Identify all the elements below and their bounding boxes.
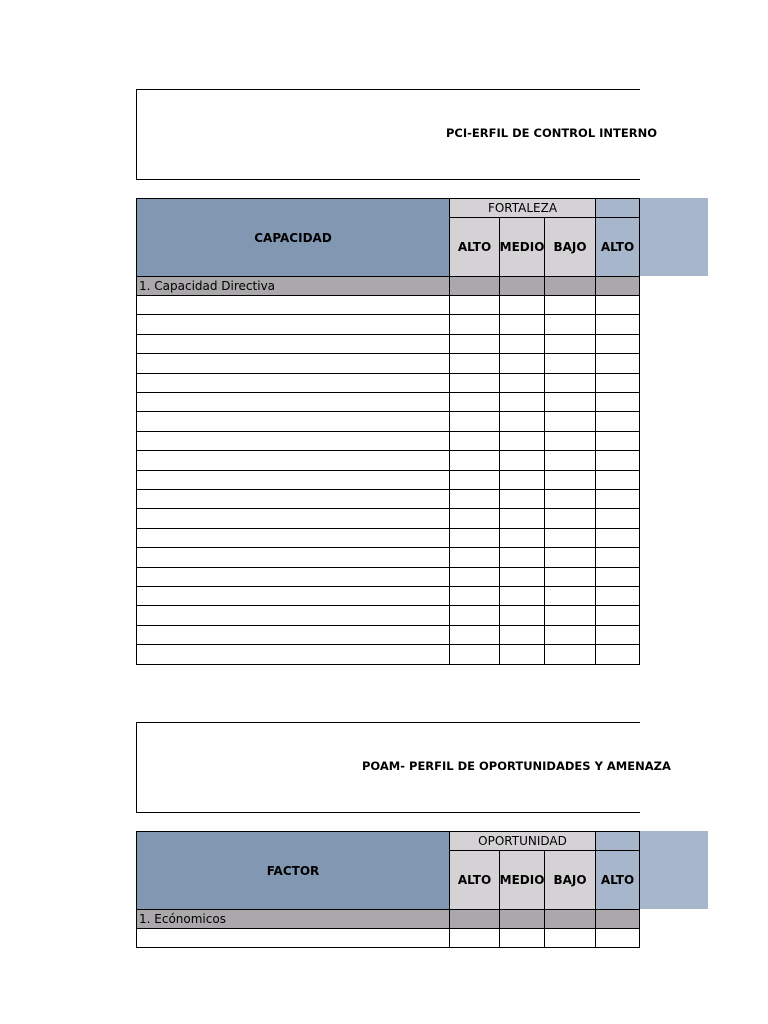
pci-empty-cell[interactable] bbox=[137, 393, 450, 412]
pci-empty-cell[interactable] bbox=[596, 451, 640, 471]
pci-empty-cell[interactable] bbox=[545, 451, 596, 471]
pci-empty-cell[interactable] bbox=[596, 315, 640, 335]
pci-empty-cell[interactable] bbox=[545, 374, 596, 393]
pci-empty-cell[interactable] bbox=[450, 335, 500, 354]
pci-empty-cell[interactable] bbox=[450, 587, 500, 606]
pci-capacidad-label: CAPACIDAD bbox=[254, 230, 332, 245]
pci-empty-cell[interactable] bbox=[450, 354, 500, 374]
pci-empty-cell[interactable] bbox=[137, 374, 450, 393]
pci-empty-cell[interactable] bbox=[596, 606, 640, 626]
pci-empty-cell[interactable] bbox=[137, 335, 450, 354]
poam-extra-alto-header bbox=[596, 851, 640, 910]
pci-empty-cell[interactable] bbox=[596, 645, 640, 665]
pci-empty-cell[interactable] bbox=[500, 432, 545, 451]
poam-alto-label: ALTO bbox=[457, 873, 492, 887]
pci-empty-cell[interactable] bbox=[596, 393, 640, 412]
poam-empty-cell[interactable] bbox=[545, 929, 596, 948]
pci-empty-cell[interactable] bbox=[545, 354, 596, 374]
pci-bajo-label: BAJO bbox=[553, 240, 587, 254]
pci-category-cell bbox=[545, 277, 596, 296]
pci-bajo-header bbox=[545, 218, 596, 277]
pci-empty-cell[interactable] bbox=[500, 568, 545, 587]
pci-empty-cell[interactable] bbox=[596, 296, 640, 315]
pci-empty-cell[interactable] bbox=[596, 490, 640, 509]
pci-empty-cell[interactable] bbox=[500, 335, 545, 354]
pci-title-box bbox=[136, 89, 658, 180]
pci-empty-cell[interactable] bbox=[500, 606, 545, 626]
poam-category-row bbox=[137, 910, 450, 929]
pci-empty-cell[interactable] bbox=[450, 296, 500, 315]
pci-medio-label: MEDIO bbox=[499, 240, 545, 254]
pci-empty-cell[interactable] bbox=[545, 335, 596, 354]
pci-empty-cell[interactable] bbox=[500, 374, 545, 393]
pci-empty-cell[interactable] bbox=[545, 548, 596, 568]
pci-empty-cell[interactable] bbox=[545, 490, 596, 509]
pci-empty-cell[interactable] bbox=[450, 509, 500, 529]
pci-empty-cell[interactable] bbox=[596, 374, 640, 393]
pci-empty-cell[interactable] bbox=[137, 626, 450, 645]
pci-empty-cell[interactable] bbox=[137, 296, 450, 315]
pci-empty-cell[interactable] bbox=[450, 626, 500, 645]
pci-empty-cell[interactable] bbox=[137, 354, 450, 374]
pci-empty-cell[interactable] bbox=[450, 606, 500, 626]
pci-empty-cell[interactable] bbox=[500, 354, 545, 374]
pci-empty-cell[interactable] bbox=[137, 315, 450, 335]
pci-empty-cell[interactable] bbox=[596, 471, 640, 490]
pci-empty-cell[interactable] bbox=[545, 626, 596, 645]
pci-category-label: 1. Capacidad Directiva bbox=[139, 279, 276, 293]
pci-empty-cell[interactable] bbox=[500, 509, 545, 529]
pci-empty-cell[interactable] bbox=[500, 587, 545, 606]
pci-empty-cell[interactable] bbox=[500, 451, 545, 471]
pci-empty-cell[interactable] bbox=[137, 471, 450, 490]
poam-title-box bbox=[136, 722, 671, 813]
pci-empty-cell[interactable] bbox=[450, 432, 500, 451]
pci-empty-cell[interactable] bbox=[450, 374, 500, 393]
pci-empty-cell[interactable] bbox=[545, 296, 596, 315]
pci-category-cell bbox=[596, 277, 640, 296]
poam-blank-header bbox=[596, 832, 640, 851]
pci-empty-cell[interactable] bbox=[137, 548, 450, 568]
pci-empty-cell[interactable] bbox=[450, 393, 500, 412]
pci-empty-cell[interactable] bbox=[500, 490, 545, 509]
pci-empty-cell[interactable] bbox=[545, 412, 596, 432]
pci-empty-cell[interactable] bbox=[500, 471, 545, 490]
pci-empty-cell[interactable] bbox=[450, 490, 500, 509]
pci-blank-header bbox=[596, 199, 640, 218]
pci-empty-cell[interactable] bbox=[137, 645, 450, 665]
poam-empty-cell[interactable] bbox=[450, 929, 500, 948]
pci-empty-cell[interactable] bbox=[137, 412, 450, 432]
poam-title: POAM- PERFIL DE OPORTUNIDADES Y AMENAZA bbox=[362, 759, 671, 773]
pci-empty-cell[interactable] bbox=[500, 529, 545, 548]
poam-factor-label: FACTOR bbox=[266, 863, 320, 878]
pci-empty-cell[interactable] bbox=[137, 587, 450, 606]
pci-empty-cell[interactable] bbox=[450, 451, 500, 471]
pci-fortaleza-label: FORTALEZA bbox=[487, 201, 558, 215]
poam-category-cell bbox=[596, 910, 640, 929]
pci-category-cell bbox=[500, 277, 545, 296]
poam-empty-cell[interactable] bbox=[500, 929, 545, 948]
pci-empty-cell[interactable] bbox=[596, 412, 640, 432]
pci-empty-cell[interactable] bbox=[545, 645, 596, 665]
pci-empty-cell[interactable] bbox=[545, 315, 596, 335]
pci-empty-cell[interactable] bbox=[450, 315, 500, 335]
pci-category-cell bbox=[450, 277, 500, 296]
pci-empty-cell[interactable] bbox=[545, 606, 596, 626]
pci-empty-cell[interactable] bbox=[545, 471, 596, 490]
poam-empty-cell[interactable] bbox=[137, 929, 450, 948]
poam-category-cell bbox=[450, 910, 500, 929]
pci-empty-cell[interactable] bbox=[545, 393, 596, 412]
pci-empty-cell[interactable] bbox=[450, 529, 500, 548]
pci-empty-cell[interactable] bbox=[596, 509, 640, 529]
pci-empty-cell[interactable] bbox=[545, 568, 596, 587]
pci-capacidad-header bbox=[137, 199, 450, 277]
pci-empty-cell[interactable] bbox=[596, 335, 640, 354]
pci-side-panel bbox=[640, 198, 708, 276]
pci-extra-alto-label: ALTO bbox=[600, 240, 635, 254]
pci-empty-cell[interactable] bbox=[500, 626, 545, 645]
poam-category-label: 1. Ecónomicos bbox=[139, 912, 226, 926]
pci-empty-cell[interactable] bbox=[450, 471, 500, 490]
pci-empty-cell[interactable] bbox=[596, 568, 640, 587]
poam-alto-header bbox=[450, 851, 500, 910]
poam-bajo-header bbox=[545, 851, 596, 910]
pci-empty-cell[interactable] bbox=[450, 548, 500, 568]
pci-empty-cell[interactable] bbox=[137, 606, 450, 626]
pci-fortaleza-header bbox=[450, 199, 596, 218]
pci-category-row bbox=[137, 277, 450, 296]
pci-medio-header bbox=[500, 218, 545, 277]
pci-empty-cell[interactable] bbox=[500, 315, 545, 335]
poam-oportunidad-label: OPORTUNIDAD bbox=[478, 834, 567, 848]
pci-empty-cell[interactable] bbox=[596, 354, 640, 374]
pci-empty-cell[interactable] bbox=[137, 568, 450, 587]
pci-empty-cell[interactable] bbox=[500, 296, 545, 315]
pci-empty-cell[interactable] bbox=[450, 645, 500, 665]
poam-oportunidad-header bbox=[450, 832, 596, 851]
poam-extra-alto-label: ALTO bbox=[600, 873, 635, 887]
pci-empty-cell[interactable] bbox=[450, 412, 500, 432]
poam-factor-header bbox=[137, 832, 450, 910]
pci-empty-cell[interactable] bbox=[137, 529, 450, 548]
poam-medio-label: MEDIO bbox=[499, 873, 545, 887]
pci-empty-cell[interactable] bbox=[137, 490, 450, 509]
pci-empty-cell[interactable] bbox=[500, 645, 545, 665]
poam-empty-cell[interactable] bbox=[596, 929, 640, 948]
pci-empty-cell[interactable] bbox=[137, 451, 450, 471]
poam-medio-header bbox=[500, 851, 545, 910]
poam-bajo-label: BAJO bbox=[553, 873, 587, 887]
pci-empty-cell[interactable] bbox=[545, 432, 596, 451]
pci-empty-cell[interactable] bbox=[596, 432, 640, 451]
pci-empty-cell[interactable] bbox=[545, 529, 596, 548]
pci-empty-cell[interactable] bbox=[545, 509, 596, 529]
pci-extra-alto-header bbox=[596, 218, 640, 277]
pci-empty-cell[interactable] bbox=[500, 412, 545, 432]
pci-empty-cell[interactable] bbox=[596, 587, 640, 606]
pci-empty-cell[interactable] bbox=[500, 548, 545, 568]
poam-category-cell bbox=[545, 910, 596, 929]
pci-alto-label: ALTO bbox=[457, 240, 492, 254]
pci-empty-cell[interactable] bbox=[545, 587, 596, 606]
pci-empty-cell[interactable] bbox=[137, 432, 450, 451]
pci-title: PCI-ERFIL DE CONTROL INTERNO bbox=[446, 126, 658, 140]
pci-empty-cell[interactable] bbox=[137, 509, 450, 529]
poam-category-cell bbox=[500, 910, 545, 929]
poam-side-panel bbox=[640, 831, 708, 909]
pci-empty-cell[interactable] bbox=[500, 393, 545, 412]
pci-empty-cell[interactable] bbox=[450, 568, 500, 587]
pci-empty-cell[interactable] bbox=[596, 529, 640, 548]
pci-empty-cell[interactable] bbox=[596, 548, 640, 568]
pci-empty-cell[interactable] bbox=[596, 626, 640, 645]
pci-alto-header bbox=[450, 218, 500, 277]
